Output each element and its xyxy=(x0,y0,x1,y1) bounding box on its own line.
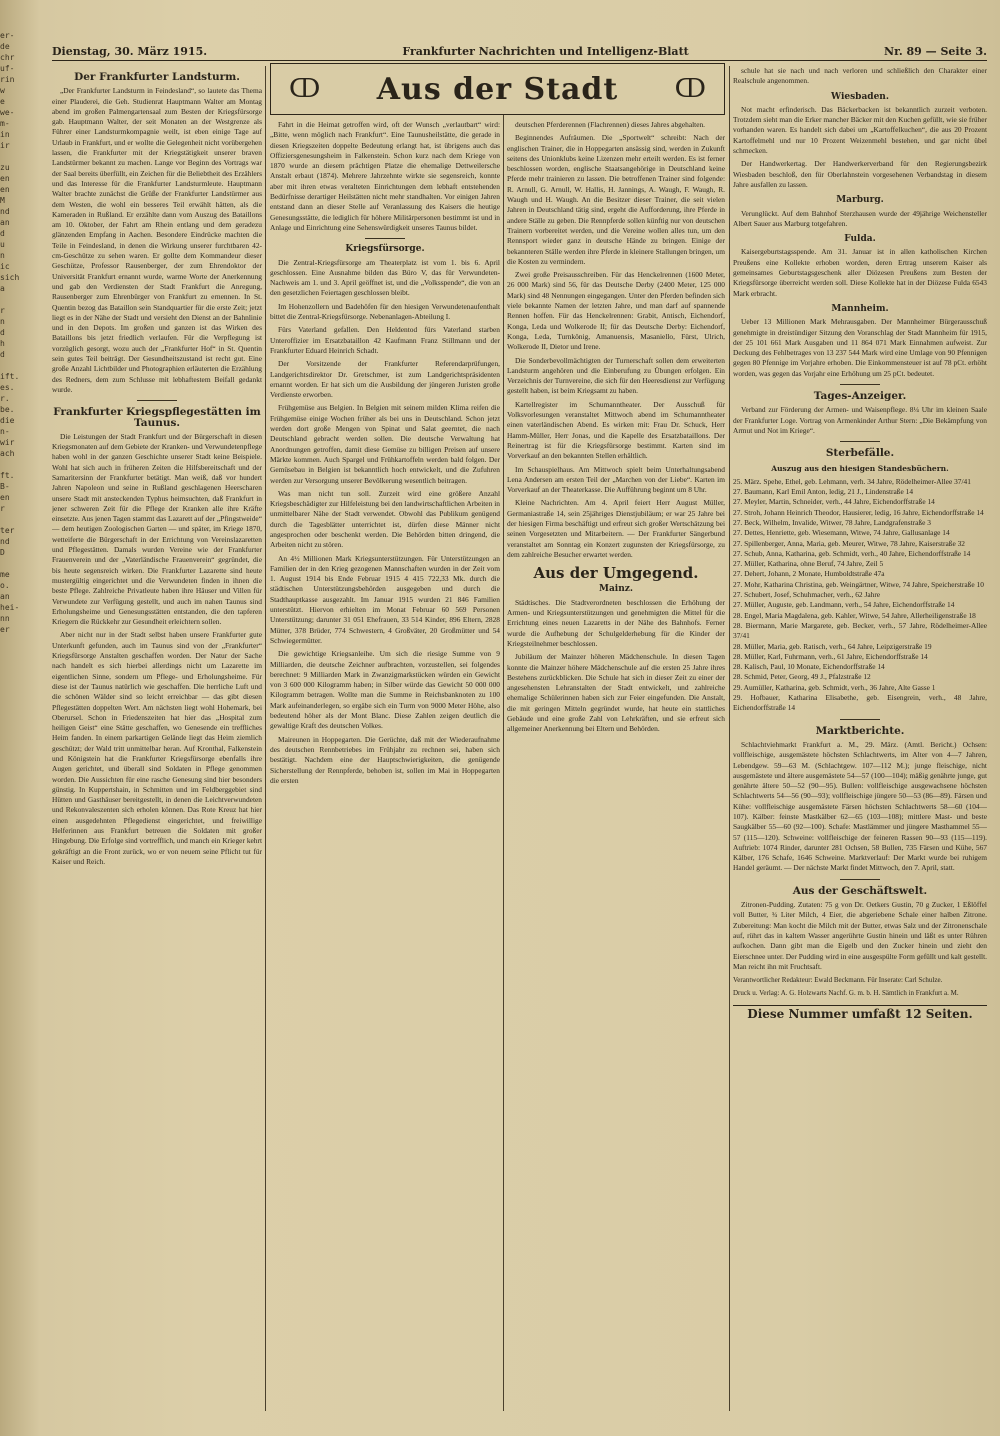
article-paragraph: Maireunen in Hoppegarten. Die Gerüchte, daß mit der Wiederaufnahme des deutschen Rennbetriebes im Frühjahr zu rechnen sei, haben sich bestätigt. Nachdem eine der Hauptschwierigkeiten, die genügende Sicherstellung der Rennpferde, behoben ist, sollen im Mai in Hoppegarten die ersten xyxy=(270,734,500,785)
article-paragraph: Zwei große Preisausschreiben. Für das Henckelrennen (1600 Meter, 26 000 Mark) sind 56, für das Deutsche Derby (2400 Meter, 125 000 Mark) sind 48 Nennungen eingegangen. Unter den Pferden befinden sich viele bekannte Namen der letzten Jahre, und man darf auf spannende Rennen hoffen. Für das Henckelrennen: Grabit, Antisch, Eichendorf, Konga, Leda und Wolkerode II; für das Deutsche Derby: Eichendorf, Konga, Leda, Turnkönig, Amanuensis, Masaniello, Fürst, Ulrich, Wolkerode II, Dietor und Irene. xyxy=(507,270,725,352)
article-paragraph: Jubiläum der Mainzer höheren Mädchenschule. In diesen Tagen konnte die Mainzer höhere Mädchenschule auf die ersten 25 Jahre ihres Bestehens zurückblicken. Die Schule hat sich in dieser Zeit zu einer der angesehensten Lehranstalten der Stadt entwickelt, und zahlreiche ehemalige Schülerinnen haben sich zur Feier eingefunden. Die Anstalt, die mit geringen Mitteln gegründet wurde, hat heute ein stattliches Gebäude und eine große Zahl von Lehrkräften, und sie erfreut sich allgemeiner Anerkennung bei Eltern und Behörden. xyxy=(507,652,725,734)
section-subheading: Auszug aus den hiesigen Standesbüchern. xyxy=(771,463,949,473)
death-notice: 27. Beck, Wilhelm, Invalide, Witwer, 78 Jahre, Landgrafenstraße 3 xyxy=(733,517,931,527)
article-paragraph: schule hat sie nach und nach verloren und schließlich den Charakter einer Realschule angenommen. xyxy=(733,66,987,86)
column-2 xyxy=(270,120,500,1411)
divider xyxy=(840,719,880,720)
death-notice: 27. Meyler, Martin, Schneider, verh., 44 Jahre, Eichendorffstraße 14 xyxy=(733,497,935,507)
article-paragraph: Frühgemüse aus Belgien. In Belgien mit seinem milden Klima reifen die Frühgemüse einige Wochen früher als bei uns in Deutschland. Schon jetzt werden dort große Mengen von Spinat und Salat geerntet, die nach Deutschland gebracht werden sollen. Die deutsche Verwaltung hat Anordnungen getroffen, damit diese Gemüse zu billigen Preisen auf unsere Märkte kommen. Auch Spargel und Frühkartoffeln werden bald folgen. Der Gemüsebau in Belgien ist bekanntlich hoch entwickelt, und die Zufuhren werden zur Versorgung unserer Bevölkerung wesentlich beitragen. xyxy=(270,403,500,485)
death-notice: 27. Schubert, Josef, Schuhmacher, verh., 62 Jahre xyxy=(733,590,881,600)
article-paragraph: Not macht erfinderisch. Das Bäckerbacken ist bekanntlich zurzeit verboten. Trotzdem sieht man die Erker mancher Bäcker mit den Kuchen gefüllt, wie sie früher vorhanden waren. Es handelt sich dabei um „Kartoffelkuchen“, die aus 20 Prozent Kartoffelmehl und nur 10 Prozent Weizenmehl bestehen, und gar nicht übel schmecken. xyxy=(733,104,987,156)
article-paragraph: Der Vorsitzende der Frankfurter Referendarprüfungen, Landgerichtsdirektor Dr. Gretschmer, ist zum Landgerichtspräsidenten ernannt worden. Er hat sich um die Ausbildung der jüngeren Juristen große Verdienste erworben. xyxy=(270,359,500,400)
divider xyxy=(840,441,880,442)
article-paragraph: Fahrt in die Heimat getroffen wird, oft der Wunsch „verlautbart“ wird: „Bitte, wenn möglich nach Frankfurt“. Eine Taunusheilstätte, die gerade in diesen Kriegszeiten doppelte Bedeutung erlangt hat, ist übrigens auch das Offiziersgenesungsheim in Falkenstein. Schon kurz nach dem Kriege von 1870 wurde an diesem prächtigen Platze die ehemalige Dettweilersche Anstalt erbaut (1874). Mehrere Jahrzehnte wirkte sie segensreich, konnte aber mit ihren etwas veralteten Einrichtungen dem lebhaft entstehenden Bedürfnisse derartiger Heilstätten nicht mehr standhalten. Vor einigen Jahren entstand dann an dieser Stelle auf Veranlassung des Kaisers die heutige Genesungsstätte, die lediglich für höhere Militärpersonen bestimmt ist und in Anlage und Einrichtung eine Sehenswürdigkeit unseres Taunus bildet. xyxy=(270,120,500,232)
section-headline: Sterbefälle. xyxy=(825,447,895,460)
death-notice: 28. Engel, Maria Magdalena, geb. Kahler, Witwe, 54 Jahre, Allerheiligenstraße 18 xyxy=(733,610,976,620)
column-1 xyxy=(52,66,262,1411)
column-rule xyxy=(729,66,730,1411)
section-headline: Aus der Umgegend. xyxy=(533,564,699,583)
article-paragraph: „Der Frankfurter Landsturm in Feindesland“, so lautete das Thema einer Plauderei, die Geh. Studienrat Hauptmann Walter am Montag abend im großen Palmengartensaal zum Besten der Kriegsfürsorge gab. Hauptmann Walter, der seit Monaten an der Westgrenze als Führer einer Landsturmkompagnie weilt, ist eben einige Tage auf Urlaub in Frankfurt, und er wollte die Gelegenheit nicht vorübergehen lassen, die Frankfurter mit der Kriegstätigkeit unserer braven Landstürmer bekannt zu machen. Lange vor Beginn des Vortrags war der Saal bereits überfüllt, ein Zeichen für die Beliebtheit des Erzählers und das Interesse für die Frankfurter Landsturmleute. Hauptmann Walter brachte zunächst die Grüße der Frankfurter Landstürmer aus dem Westen, die wohl ein besseres Teil erwählt hätten, als die Kameraden in Rußland. Er erzählte dann vom Auszug des Bataillons am 10. Oktober, der Fahrt am Rhein entlang und dem geradezu glänzenden Empfang in Aachen. Besondere Eindrücke machten die Teile in Feindesland, in denen die Wirkung unserer furchtbaren 42-cm-Geschütze zu sehen waren. Er gollte dem Kommandeur dieser Geschütze, Professor Rausenberger, der zum Ehrendoktor der Universität Frankfurt ernannt wurde, warme Worte der Anerkennung und gab den Verdiensten der Stadt Frankfurt die Anregung, Rausenberger zum Ehrenbürger von Frankfurt zu ernennen. In St. Quentin bezog das Bataillon sein Standquartier für die erste Zeit; jetzt liegt es in der Nähe der Stadt und versieht den Dienst an der Bahnlinie und in den Depots. Im großen und ganzen ist das Wirken des Bataillons bis jetzt friedlich verlaufen. Für die Verpflegung ist vorzüglich gesorgt, wozu auch der „Frankfurter Hof“ in St. Quentin sein gutes Teil beiträgt. Der Gesundheitszustand ist recht gut. Eine große Anzahl Lichtbilder und Photographien erläuterten die Erzählung des Redners, dem zum Schlusse mit lebhaftestem Beifall gedankt wurde. xyxy=(52,86,262,394)
death-notice: 27. Dehert, Johann, 2 Monate, Humboldtstraße 47a xyxy=(733,569,885,579)
article-paragraph: Verband zur Förderung der Armen- und Waisenpflege. 8¼ Uhr im kleinen Saale der Frankfurter Loge. Vortrag von Armenkinder Arthur Stern: „Die Bekämpfung von Armut und Not im Kriege“. xyxy=(733,405,987,435)
death-notice: 28. Müller, Karl, Fuhrmann, verh., 61 Jahre, Eichendorffstraße 14 xyxy=(733,651,928,661)
article-paragraph: An 4½ Millionen Mark Kriegsunterstützungen. Für Unterstützungen an Familien der in den Krieg gezogenen Mannschaften wurden in der Zeit vom 1. August 1914 bis Ende Februar 1915 4 415 722,33 Mk. durch die städtischen Unterstützungsbehörden ausgegeben und durch die Stadthauptkasse ausgezahlt. Im Januar 1915 wurden 21 846 Familien unterstützt. Hiervon erhielten im Monat Februar 60 569 Personen Unterstützung; darunter 31 051 Ehefrauen, 33 514 Kinder, 896 Eltern, 2828 Mütter, 378 Brüder, 774 Schwestern, 4 Großväter, 20 Großmütter und 54 Schwiegermütter. xyxy=(270,553,500,645)
death-notice: 29. Hofbauer, Katharina Elisabethe, geb. Eisengrein, verh., 48 Jahre, Eichendorffstraße 14 xyxy=(733,693,987,713)
article-paragraph: Kartellregister im Schumanntheater. Der Ausschuß für Volksvorlesungen veranstaltet Mittwoch abend im Schumanntheater einen vaterländischen Abend. Es wirken mit: Frau Dr. Schuck, Herr Hamm-Müller, Herr Jonas, und die Kapelle des Ersatzbataillons. Der Reinertrag ist für die Kriegsfürsorge bestimmt. Karten sind im Vorverkauf an den bekannten Stellen erhältlich. xyxy=(507,399,725,461)
article-paragraph: Im Schauspielhaus. Am Mittwoch spielt beim Unterhaltungsabend Lena Andersen am ersten Teil der „Marchen von der Liebe“. Karten im Vorverkauf an der Theaterkasse. Die Aufführung beginnt um 8 Uhr. xyxy=(507,464,725,495)
ornament-icon: ↀ xyxy=(289,74,321,104)
article-paragraph: Die Leistungen der Stadt Frankfurt und der Bürgerschaft in diesen Kriegsmonaten auf dem Gebiete der Kranken- und Verwundetenpflege haben wohl in der ganzen Geschichte unserer Stadt keine Beispiele. Wohl hat sich auch in früheren Zeiten die Hilfsbereitschaft und der Samaritersinn der Frankfurter betätigt. Man weiß, daß vor hundert Jahren Napoleon und seine in Rußland geschlagenen Heerscharen unsere Stadt mit ansteckenden Typhus heimsuchten, daß Frankfurt in jener schweren Zeit für die Pflege der Kranken alle ihre Kräfte einsetzte. Aus jenen Tagen stammt das Lazarett auf der „Pfingstweide“ — dem heutigen Zoologischen Garten — und später, im Kriege 1870, wetteiferte die Bürgerschaft in der Errichtung von Vereinslazaretten und Pflegestätten. Damals wurden Vereine wie der Frankfurter Frauenverein und der „Vaterländische Frauenverein“ gegründet, die bis heute segensreich wirken. Die Frankfurter Lazarette sind heute mustergültig eingerichtet und die Verwundeten finden in ihnen die beste Pflege. Zahlreiche Privatleute haben ihre Häuser und Villen für Verwundete zur Verfügung gestellt, und auch im nahen Taunus sind Erholungsheime und Genesungsstätten entstanden, die den tapferen Kriegern die Rückkehr zur Gesundheit erleichtern sollen. xyxy=(52,431,262,627)
death-notice: 27. Mohr, Katharina Christina, geb. Weingärtner, Witwe, 74 Jahre, Speicherstraße 10 xyxy=(733,579,984,589)
column-3 xyxy=(507,120,725,1411)
death-notice: 27. Stroh, Johann Heinrich Theodor, Hausierer, ledig, 16 Jahre, Eichendorffstraße 14 xyxy=(733,507,984,517)
death-notice: 27. Müller, Katharina, ohne Beruf, 74 Jahre, Zeil 5 xyxy=(733,559,884,569)
previous-page-edge-text: er- de chr uf- rin w e we- m- in ir zu en en M nd an d u n ic sich a r n d h d ift. es. r. be. die n- wir ach ft. B- en r ter nd D me o. an hei- nn er xyxy=(0,31,20,634)
article-paragraph: Ueber 13 Millionen Mark Mehrausgaben. Der Mannheimer Bürgerausschuß genehmigte in dreistündiger Sitzung den Voranschlag der Stadt Mannheim für 1915, der 25 101 661 Mark Ausgaben und 11 864 071 Mark Einnahmen aufweist. Zur Deckung des Fehlbetrages von 13 237 544 Mark wird eine Umlage von 90 Pfennigen gegen 80 Pfennige im Vorjahre erhoben. Die Einkommensteuer ist auf 78 pCt. erhöht worden, was gegen das Vorjahr eine Erhöhung um 25 pCt. bedeutet. xyxy=(733,317,987,378)
article-headline: Frankfurter Kriegspflegestätten im Taunus. xyxy=(53,406,261,429)
section-headline: Marktberichte. xyxy=(815,724,905,737)
death-notice: 28. Kalisch, Paul, 10 Monate, Eichendorffstraße 14 xyxy=(733,662,885,672)
article-paragraph: Schlachtviehmarkt Frankfurt a. M., 29. März. (Amtl. Bericht.) Ochsen: vollfleischige, ausgemästete höchsten Schlachtwerts, im Alter von 4—7 Jahren, Lebendgew. 59—63 M. (Schlachtgew. 107—112 M.); junge fleischige, nicht ausgemästete und ältere ausgemästete 54—57 (100—104); mäßig genährte junge, gut genährte ältere 50—52 (90—95). Bullen: vollfleischige ausgewachsene höchsten Schlachtwerts 54—56 (90—93); vollfleischige jüngere 50—53 (86—89). Färsen und Kühe: vollfleischige ausgemästete Färsen höchsten Schlachtwerts 58—60 (104—107). Kälber: feinste Mastkälber 62—65 (103—108); mittlere Mast- und beste Saugkälber 55—60 (92—100). Schafe: Mastlämmer und jüngere Masthammel 55—57 (115—120). Schweine: vollfleischige der feineren Rassen 90—93 (115—119). Auftrieb: 1074 Rinder, darunter 281 Ochsen, 58 Bullen, 735 Färsen und Kühe, 567 Kälber, 176 Schafe, 1646 Schweine. Marktverlauf: Der Markt wurde bei ruhigem Handel geräumt. — Der nächste Markt findet Mittwoch, den 7. April, statt. xyxy=(733,739,987,873)
death-notice: 28. Schmid, Peter, Georg, 49 J., Pfalzstraße 12 xyxy=(733,672,871,682)
section-title: Aus der Stadt xyxy=(376,71,619,107)
article-paragraph: Beginnendes Aufräumen. Die „Sportwelt“ schreibt: Nach der englischen Trainer, die in Hoppegarten ansässig sind, werden in Zukunft seitens des Unionklubs keine Lizenzen mehr erteilt werden. Es ist ferner beschlossen worden, englische Staatsangehörige in Deutschland keine Pferde mehr trainieren zu lassen. Die betroffenen Trainer sind folgende: R. Arnull, G. Arnull, W. Hallis, H. Jannings, A. Waugh, F. Waugh, R. Waugh und H. Waugh. An die Besitzer dieser Trainer, die seit vielen Jahren in Deutschland tätig sind, ergeht die Aufforderung, ihre Pferde in andere Ställe zu geben. Die Rennpferde sollen künftig nur von deutschen Trainern vorbereitet werden, und die Vereine wollen alles tun, um den Rennsport wieder ganz in deutsche Hände zu bringen. Einige der bekannteren Ställe werden ihre Pferde in kleinere Stallungen bringen, um die Kosten zu vermindern. xyxy=(507,133,725,266)
column-rule xyxy=(265,66,266,1411)
death-notices-list xyxy=(733,477,987,714)
page-count-note: Diese Nummer umfaßt 12 Seiten. xyxy=(733,1005,987,1019)
section-banner xyxy=(270,63,725,115)
article-paragraph: Die gewichtige Kriegsanleihe. Um sich die riesige Summe von 9 Milliarden, die deutsche Zeichner aufbrachten, vorzustellen, sei folgendes berechnet: 9 Milliarden Mark in Zwanzigmarkstücken würden ein Gewicht von 3 600 000 Kilogramm haben; in Silber würde das Gewicht 50 000 000 Kilogramm betragen. Wollte man die Summe in Reichsbanknoten zu 100 Mark aufeinanderlegen, so ergäbe sich ein Turm von 9000 Meter Höhe, also bedeutend höher als der Mont Blanc. Diese Zahlen zeigen deutlich die gewaltige Kraft des deutschen Volkes. xyxy=(270,649,500,731)
city-heading: Mannheim. xyxy=(831,303,889,314)
imprint-editor: Verantwortlicher Redakteur: Ewald Beckmann. Für Inserate: Carl Schulze. xyxy=(733,976,943,985)
death-notice: 25. März. Spehe, Ethel, geb. Lehmann, verh. 34 Jahre, Rödelheimer-Allee 37/41 xyxy=(733,476,971,486)
column-4 xyxy=(733,66,987,1411)
divider xyxy=(365,238,405,239)
article-paragraph: Im Hohenzollern und Badehöfen für den hiesigen Verwundetenaufenthalt bittet die Zentral-Kriegsfürsorge. Nebenanlagen-Abteilung I. xyxy=(270,301,500,322)
death-notice: 27. Schub, Anna, Katharina, geb. Schmidt, verh., 40 Jahre, Eichendorffstraße 14 xyxy=(733,548,971,558)
death-notice: 27. Baumann, Karl Emil Anton, ledig, 21 J., Lindenstraße 14 xyxy=(733,487,914,497)
article-paragraph: Verunglückt. Auf dem Bahnhof Sterzhausen wurde der 49jährige Weichensteller Albert Sauer aus Marburg totgefahren. xyxy=(733,208,987,228)
divider xyxy=(840,879,880,880)
article-paragraph: deutschen Pferderennen (Flachrennen) dieses Jahres abgehalten. xyxy=(515,120,706,129)
article-paragraph: Aber nicht nur in der Stadt selbst haben unsere Frankfurter gute Unterkunft gefunden, auch im Taunus sind von der „Frankfurter“ Kriegsfürsorge Anstalten geschaffen worden. Der Natur der Sache nach handelt es sich hierbei allerdings nicht um Lazarette im eigentlichen Sinne, sondern um Pflege- und Erholungsheime. Für diese ist der Taunus natürlich wie geschaffen. Die herrliche Luft und die schönen Wälder sind so leicht erreichbar — das gibt diesen Pflegestätten doppelten Wert. Am nächsten liegt wohl Hohemark, bei Oberursel. Schon in Friedenszeiten hat hier das „Hospital zum heiligen Geist“ eine Stätte geschaffen, wo Genesende ein treffliches Heim fanden. In einem parkartigen Gelände liegt das Heim ziemlich geschützt; der Wald tritt unmittelbar heran. Auf Kronthal, Falkenstein und Königstein hat die Frankfurter Kriegsfürsorge ebenfalls ihre Augen gerichtet, und überall sind Soldaten in Pflege genommen worden. Die Aussichten für eine rasche Genesung sind hier besonders günstig. In Kuppertshain, in Schmitten und im Feldberggebiet sind Hütten und Gasthäuser bereitgestellt, in denen die Leichtverwundeten und Rekonvaleszenten sich erholen können. Das Rote Kreuz hat hier einen ausgedehnten Pflegedienst eingerichtet, und freiwillige Helferinnen aus Frankfurt betreuen die Soldaten mit großer Hingebung. Die Erfolge sind vortrefflich, und manch ein Krieger kehrt gekräftigt an die Front zurück, wo er von neuem seine Pflicht tut für Kaiser und Reich. xyxy=(52,630,262,866)
article-paragraph: Städtisches. Die Stadtverordneten beschlossen die Erhöhung der Armen- und Kriegsunterstützungen und genehmigten die Mittel für die Errichtung eines neuen Lazaretts in der Nähe des Bahnhofs. Ferner wurde die Aufhebung der Schulgelderhebung für die Kinder der Kriegsteilnehmer beschlossen. xyxy=(507,597,725,648)
article-paragraph: Der Handwerkertag. Der Handwerkerverband für den Regierungsbezirk Wiesbaden beschloß, den für Oberlahnstein vorgesehenen Verbandstag in diesem Jahre ausfallen zu lassen. xyxy=(733,159,987,189)
divider xyxy=(840,384,880,385)
death-notice: 27. Müller, Auguste, geb. Landmann, verh., 54 Jahre, Eichendorffstraße 14 xyxy=(733,600,955,610)
article-paragraph: Die Sonderbevollmächtigten der Turnerschaft sollen dem erweiterten Landsturm angehören und die Einberufung zu Übungen erfolgen. Ein Verzeichnis der Turnvereine, die sich für den Heeresdienst zur Verfügung gestellt haben, ist beim Kriegsamt zu haben. xyxy=(507,355,725,396)
section-headline: Aus der Geschäftswelt. xyxy=(792,884,928,897)
city-heading: Wiesbaden. xyxy=(831,91,889,102)
article-paragraph: Zitronen-Pudding. Zutaten: 75 g von Dr. Oetkers Gustin, 70 g Zucker, 1 Eßlöffel voll Butter, ¾ Liter Milch, 4 Eier, die abgeriebene Schale einer halben Zitrone. Zubereitung: Man kocht die Milch mit der Butter, etwas Salz und der Zitronenschale auf, rührt das in kaltem Wasser angerührte Gustin hinein und läßt es unter Rühren aufkochen. Dann gibt man die Eigelb und den Zucker hinein und zieht den Eierschnee unter. Der Pudding wird in eine ausgespülte Form gefüllt und kalt gestellt. Man reicht ihn mit Fruchtsaft. xyxy=(733,900,987,971)
death-notice: 27. Dettes, Henriette, geb. Wiesemann, Witwe, 74 Jahre, Gallusanlage 14 xyxy=(733,528,950,538)
header-newspaper-name: Frankfurter Nachrichten und Intelligenz-Blatt xyxy=(402,44,689,58)
header-issue: Nr. 89 — Seite 3. xyxy=(884,44,987,58)
article-paragraph: Fürs Vaterland gefallen. Den Heldentod fürs Vaterland starben Unteroffizier im Ersatzbataillon 42 Kaufmann Franz Stillmann und der Frankfurter Eduard Heinrich Schadt. xyxy=(270,325,500,355)
death-notice: 27. Spillenberger, Anna, Maria, geb. Meurer, Witwe, 78 Jahre, Kaiserstraße 32 xyxy=(733,538,965,548)
article-paragraph: Kleine Nachrichten. Am 4. April feiert Herr August Müller, Germaniastraße 14, sein 25jähriges Dienstjubiläum; er war 25 Jahre bei der hiesigen Firma beschäftigt und erfreut sich großer Wertschätzung bei seinen Vorgesetzten und Mitarbeitern. — Der Frankfurter Sängerbund veranstaltet am Sonntag ein Konzert zugunsten der Kriegsfürsorge, zu dem zahlreiche Besucher erwartet werden. xyxy=(507,498,725,559)
article-headline: Der Frankfurter Landsturm. xyxy=(74,71,240,83)
page-header xyxy=(52,42,987,61)
header-date: Dienstag, 30. März 1915. xyxy=(52,44,208,58)
divider xyxy=(137,400,177,401)
city-heading: Mainz. xyxy=(598,584,633,595)
death-notice: 29. Aumüller, Katharina, geb. Schmidt, verh., 36 Jahre, Alte Gasse 1 xyxy=(733,682,936,692)
death-notice: 28. Müller, Maria, geb. Ratisch, verh., 64 Jahre, Leipzigerstraße 19 xyxy=(733,641,932,651)
column-rule xyxy=(503,66,504,1411)
ornament-icon: ↀ xyxy=(674,74,706,104)
imprint-publisher: Druck u. Verlag: A. G. Holzwarts Nachf. G. m. b. H. Sämtlich in Frankfurt a. M. xyxy=(733,989,959,998)
section-headline: Tages-Anzeiger. xyxy=(813,390,907,403)
article-paragraph: Die Zentral-Kriegsfürsorge am Theaterplatz ist vom 1. bis 6. April geschlossen. Eine Ausnahme bilden das Büro V, das für Verwundeten-Nachweis am 1. und 3. April geöffnet ist, und die „Volksspende“, die von an den gesetzlichen Feiertagen geschlossen bleibt. xyxy=(270,257,500,298)
death-notice: 28. Biermann, Marie Margarete, geb. Becker, verh., 57 Jahre, Rödelheimer-Allee 37/41 xyxy=(733,620,987,641)
article-paragraph: Kaisergeburtstagsspende. Am 31. Januar ist in allen katholischen Kirchen Preußens eine Kollekte erhoben worden, deren Ertrag unserem Kaiser als gemeinsames Geburtstagsgeschenk aller Diözesen Preußens zum Besten der Kriegsfürsorge überreicht werden soll. Diese Kollekte hat in der Diözese Fulda 6543 Mark erbracht. xyxy=(733,247,987,298)
article-headline: Kriegsfürsorge. xyxy=(345,244,425,255)
article-paragraph: Was man nicht tun soll. Zurzeit wird eine größere Anzahl Kriegsbeschädigter zur Hilfeleistung bei den landwirtschaftlichen Arbeiten in unmittelbarer Nähe der Stadt verwendet. Obwohl das Publikum genügend durch die Tagesblätter unterrichtet ist, dürfen diese Männer nicht angesprochen oder beschenkt werden. Die Behörden bitten dringend, die Arbeiten nicht zu stören. xyxy=(270,488,500,550)
city-heading: Fulda. xyxy=(844,234,876,245)
city-heading: Marburg. xyxy=(836,195,884,206)
